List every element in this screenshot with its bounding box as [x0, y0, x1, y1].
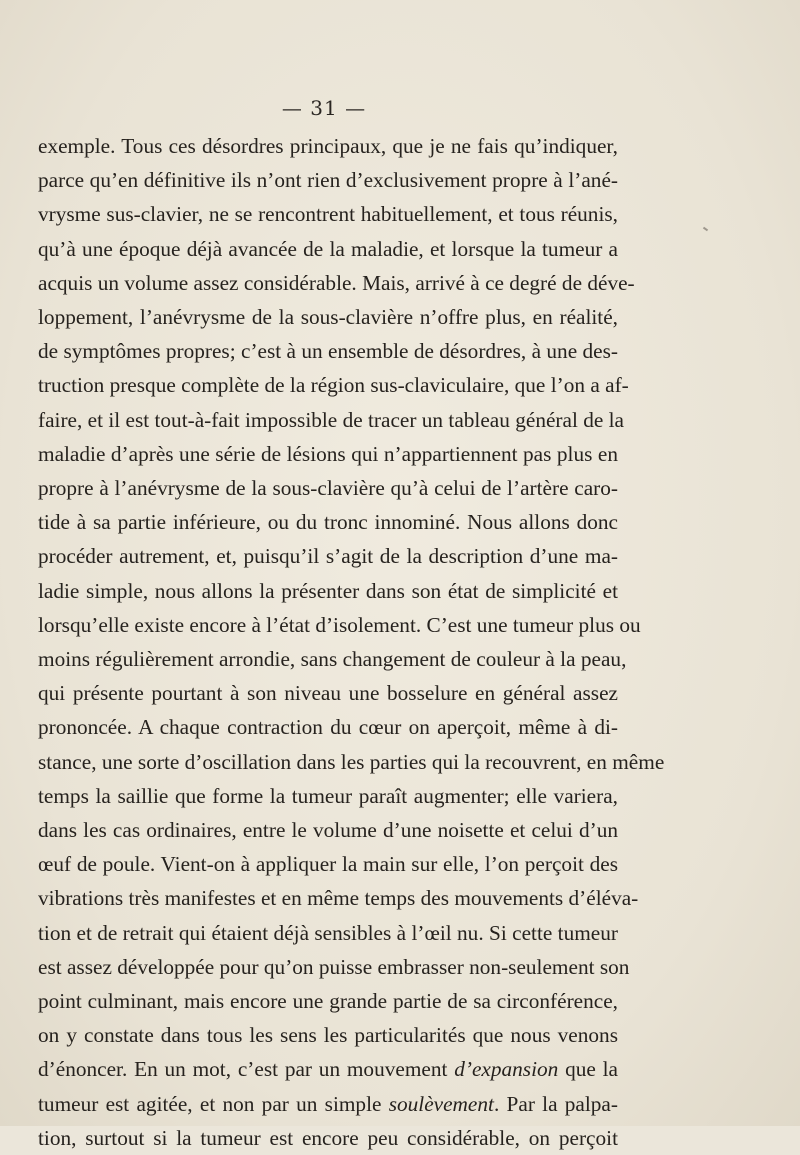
text-line: faire, et il est tout-à-fait impossible de tracer un tableau général de la: [38, 407, 624, 432]
text-line: exemple. Tous ces désordres principaux, que je ne fais qu’indiquer,: [38, 134, 618, 158]
text-line: ladie simple, nous allons la présenter dans son état de simplicité et: [38, 578, 618, 603]
text-line: propre à l’anévrysme de la sous-clavière qu’à celui de l’artère caro-: [38, 476, 618, 501]
body-text: [38, 129, 665, 1155]
text-line: moins régulièrement arrondie, sans changement de couleur à la peau,: [38, 647, 627, 672]
text-line: point culminant, mais encore une grande partie de sa circonférence,: [38, 989, 618, 1014]
text-line: vrysme sus-clavier, ne se rencontrent habituellement, et tous réunis,: [38, 202, 618, 227]
text-line: stance, une sorte d’oscillation dans les parties qui la recouvrent, en même: [38, 749, 665, 774]
text-line: prononcée. A chaque contraction du cœur on aperçoit, même à di-: [38, 715, 618, 740]
text-line: dans les cas ordinaires, entre le volume d’une noisette et celui d’un: [38, 818, 618, 843]
text-line: tumeur est agitée, et non par un simple soulèvement. Par la palpa-: [38, 1091, 618, 1116]
text-line: est assez développée pour qu’on puisse embrasser non-seulement son: [38, 954, 630, 979]
text-line: acquis un volume assez considérable. Mais, arrivé à ce degré de déve-: [38, 270, 635, 295]
text-line: œuf de poule. Vient-on à appliquer la main sur elle, l’on perçoit des: [38, 852, 618, 877]
text-line: vibrations très manifestes et en même temps des mouvements d’éléva-: [38, 886, 639, 911]
text-line: parce qu’en définitive ils n’ont rien d’exclusivement propre à l’ané-: [38, 168, 618, 193]
text-line: loppement, l’anévrysme de la sous-clavière n’offre plus, en réalité,: [38, 305, 618, 330]
text-line: temps la saillie que forme la tumeur paraît augmenter; elle variera,: [38, 783, 618, 808]
text-line: procéder autrement, et, puisqu’il s’agit de la description d’une ma-: [38, 544, 618, 569]
paper-speck: [703, 227, 708, 232]
text-line: d’énoncer. En un mot, c’est par un mouvement d’expansion que la: [38, 1057, 618, 1082]
text-line: qu’à une époque déjà avancée de la maladie, et lorsque la tumeur a: [38, 236, 618, 261]
text-line: de symptômes propres; c’est à un ensemble de désordres, à une des-: [38, 339, 618, 364]
page-number: — 31 —: [281, 96, 367, 120]
text-line: tion et de retrait qui étaient déjà sensibles à l’œil nu. Si cette tumeur: [38, 920, 618, 945]
text-line: tion, surtout si la tumeur est encore peu considérable, on perçoit: [38, 1125, 618, 1150]
text-line: qui présente pourtant à son niveau une bosselure en général assez: [38, 681, 618, 706]
text-line: truction presque complète de la région sus-claviculaire, que l’on a af-: [38, 373, 629, 398]
text-line: on y constate dans tous les sens les particularités que nous venons: [38, 1023, 618, 1048]
text-line: lorsqu’elle existe encore à l’état d’isolement. C’est une tumeur plus ou: [38, 612, 641, 637]
text-line: maladie d’après une série de lésions qui n’appartiennent pas plus en: [38, 441, 618, 466]
text-line: tide à sa partie inférieure, ou du tronc innominé. Nous allons donc: [38, 510, 618, 535]
